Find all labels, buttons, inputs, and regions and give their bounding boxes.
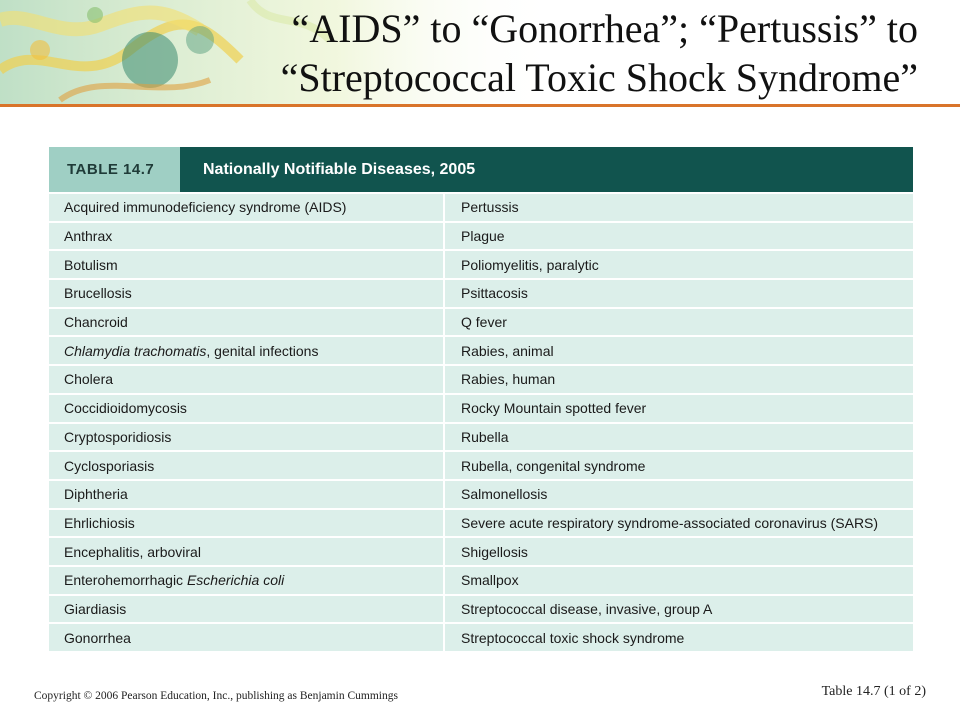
disease-cell-left: [49, 366, 443, 393]
table-body: [49, 194, 913, 651]
disease-cell-right: Rocky Mountain spotted fever: [445, 395, 913, 422]
table-row: [49, 280, 913, 307]
disease-name: Chancroid: [64, 314, 128, 331]
disease-cell-right: Severe acute respiratory syndrome-associated coronavirus (SARS): [445, 510, 913, 537]
disease-name: Cholera: [64, 371, 114, 388]
disease-cell-right: Streptococcal toxic shock syndrome: [445, 624, 913, 651]
disease-cell-right: Salmonellosis: [445, 481, 913, 508]
table-row: [49, 624, 913, 651]
copyright-text: Copyright © 2006 Pearson Education, Inc., publishing as Benjamin Cummings: [34, 690, 398, 702]
table-row: [49, 337, 913, 364]
disease-name: Gonorrhea: [64, 629, 131, 646]
disease-cell-left: [49, 538, 443, 565]
disease-cell-right: Rabies, animal: [445, 337, 913, 364]
table-row: [49, 309, 913, 336]
disease-cell-left: [49, 223, 443, 250]
disease-name: Encephalitis, arboviral: [64, 543, 201, 560]
disease-name: Diphtheria: [64, 486, 128, 503]
disease-cell-right: Streptococcal disease, invasive, group A: [445, 596, 913, 623]
disease-name-italic: Chlamydia trachomatis: [64, 342, 207, 359]
disease-cell-left: [49, 337, 443, 364]
disease-name: Anthrax: [64, 228, 113, 245]
disease-cell-left: [49, 424, 443, 451]
disease-cell-left: [49, 596, 443, 623]
disease-name: Botulism: [64, 256, 118, 273]
disease-cell-right: Shigellosis: [445, 538, 913, 565]
disease-name: , genital infections: [206, 342, 319, 359]
disease-cell-left: [49, 194, 443, 221]
disease-cell-right: Q fever: [445, 309, 913, 336]
disease-name: Brucellosis: [64, 285, 132, 302]
table-row: [49, 452, 913, 479]
table-row: [49, 538, 913, 565]
disease-name: Acquired immunodeficiency syndrome (AIDS): [64, 199, 347, 216]
disease-cell-left: [49, 251, 443, 278]
table-row: [49, 481, 913, 508]
disease-name: Ehrlichiosis: [64, 514, 135, 531]
table-row: [49, 251, 913, 278]
disease-cell-right: Rubella: [445, 424, 913, 451]
table-reference: Table 14.7 (1 of 2): [821, 684, 926, 699]
disease-cell-left: [49, 395, 443, 422]
slide-title-line-1: “AIDS” to “Gonorrhea”; “Pertussis” to: [291, 6, 918, 51]
disease-cell-right: Plague: [445, 223, 913, 250]
disease-name: Coccidioidomycosis: [64, 400, 187, 417]
disease-cell-right: Poliomyelitis, paralytic: [445, 251, 913, 278]
table-number-label: TABLE 14.7: [49, 147, 180, 192]
disease-cell-left: [49, 452, 443, 479]
disease-cell-left: [49, 510, 443, 537]
disease-cell-left: [49, 567, 443, 594]
table-title: Nationally Notifiable Diseases, 2005: [180, 147, 913, 192]
disease-name: Cyclosporiasis: [64, 457, 155, 474]
table-header: [49, 147, 913, 192]
diseases-table: [49, 147, 913, 653]
table-row: [49, 567, 913, 594]
table-row: [49, 223, 913, 250]
table-row: [49, 424, 913, 451]
disease-cell-left: [49, 309, 443, 336]
disease-cell-right: Psittacosis: [445, 280, 913, 307]
disease-cell-left: [49, 280, 443, 307]
table-row: [49, 510, 913, 537]
disease-name: Enterohemorrhagic: [64, 572, 187, 589]
title-divider: [0, 104, 960, 107]
table-row: [49, 366, 913, 393]
disease-name-italic: Escherichia coli: [186, 572, 285, 589]
table-row: [49, 596, 913, 623]
disease-cell-right: Smallpox: [445, 567, 913, 594]
slide-title: [150, 4, 918, 102]
disease-cell-right: Pertussis: [445, 194, 913, 221]
disease-cell-left: [49, 624, 443, 651]
disease-cell-right: Rabies, human: [445, 366, 913, 393]
slide-title-line-2: “Streptococcal Toxic Shock Syndrome”: [280, 55, 918, 100]
disease-name: Cryptosporidiosis: [64, 428, 172, 445]
disease-cell-right: Rubella, congenital syndrome: [445, 452, 913, 479]
disease-cell-left: [49, 481, 443, 508]
table-row: [49, 395, 913, 422]
table-row: [49, 194, 913, 221]
disease-name: Giardiasis: [64, 600, 127, 617]
